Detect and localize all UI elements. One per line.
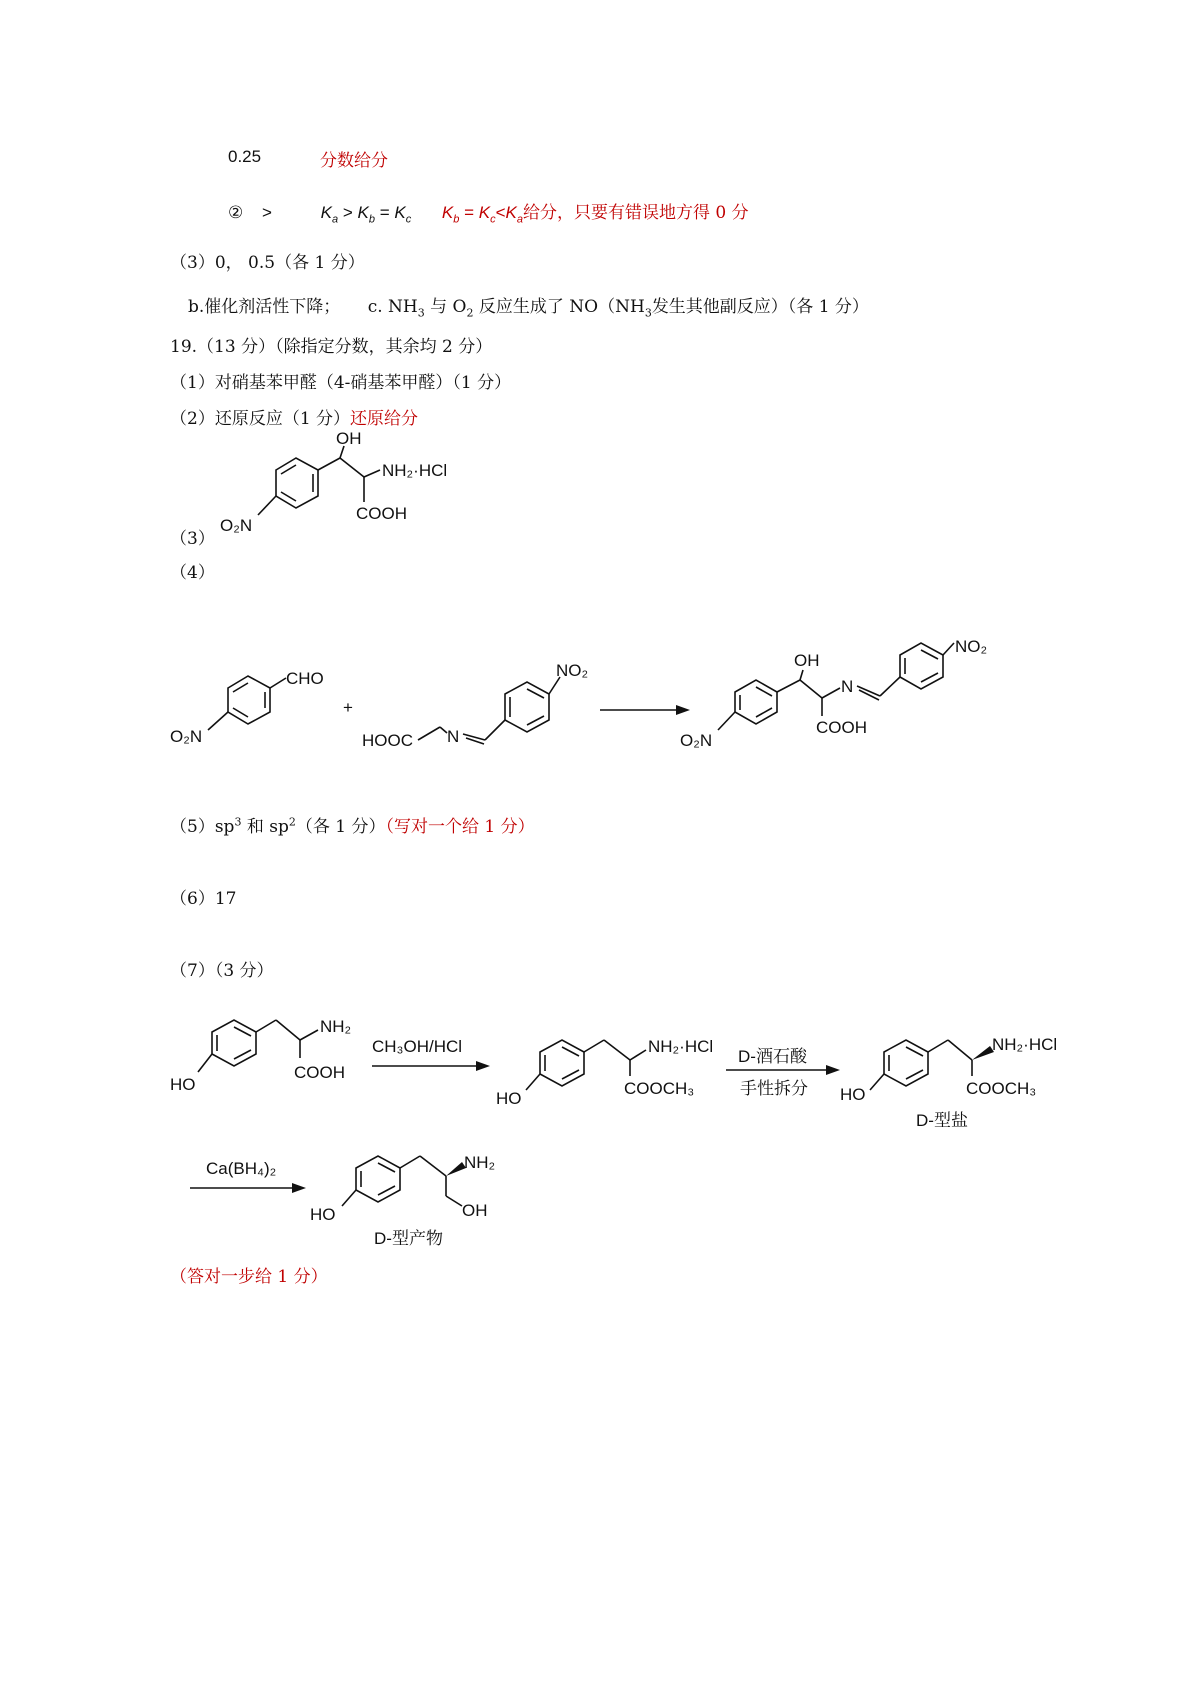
label-n-reactant: N (447, 727, 460, 746)
label-ho-3: HO (840, 1085, 866, 1104)
label-hooc: HOOC (362, 731, 413, 750)
reaction-part-4 (170, 637, 987, 750)
q19-part-5: $(5)sp^3$ 和 $sp^2$（各 1 分）（写对一个给 1 分） (170, 815, 535, 837)
reagent-tartaric-acid: D-酒石酸 (738, 1047, 807, 1066)
label-nh2-4: NH₂ (464, 1153, 496, 1172)
label-cho: CHO (286, 669, 324, 688)
answer-value: 0.25 (228, 147, 262, 166)
plus-sign: + (343, 698, 353, 717)
label-ho-2: HO (496, 1089, 522, 1108)
reagent-ch3oh-hcl: CH₃OH/HCl (372, 1037, 463, 1056)
label-no2-product: NO₂ (955, 637, 988, 656)
label-cooch3-3: COOCH₃ (966, 1079, 1037, 1098)
answer-b: b.催化剂活性下降； (188, 297, 341, 317)
label-nh2-hcl: NH₂·HCl (382, 461, 448, 480)
label-o2n: O₂N (220, 516, 253, 535)
label-o2n-reactant: O₂N (170, 727, 203, 746)
q19-part-6: （6）17 (170, 889, 237, 909)
label-o2n-product: O₂N (680, 731, 713, 750)
answer-c: c. $NH_3$ 与 $O_2$ 反应生成了 $NO(NH_3$发生其他副反应）（各 1 分） (367, 297, 869, 320)
q19-part-3: （3） (170, 529, 215, 549)
label-ho-4: HO (310, 1205, 336, 1224)
structure-part-3 (220, 429, 447, 535)
k-alt-relation: $K_b = K_c<K_a$ (441, 203, 524, 226)
comparison-sign: > (261, 203, 272, 222)
reagent-ca-bh4: Ca(BH₄)₂ (206, 1159, 277, 1178)
scoring-note: 分数给分 (320, 151, 388, 171)
label-oh-4: OH (462, 1201, 488, 1220)
q19-part-4: （4） (170, 563, 215, 583)
label-oh-product: OH (794, 651, 820, 670)
q19-part-1: （1）对硝基苯甲醛（4-硝基苯甲醛）（1 分） (170, 373, 512, 393)
label-n-product: N (841, 677, 854, 696)
q19-part-7: （7）（3 分） (170, 961, 274, 981)
label-nh2-hcl-3: NH₂·HCl (992, 1035, 1058, 1054)
k-relation: $K_a > K_b = K_c$ (320, 203, 412, 226)
part-3-answer: （3）0， 0.5（各 1 分） (170, 253, 365, 273)
scoring-note-2: 给分，只要有错误地方得 0 分 (523, 203, 749, 223)
label-cooch3-2: COOCH₃ (624, 1079, 695, 1098)
label-cooh: COOH (356, 504, 407, 523)
label-oh: OH (336, 429, 362, 448)
label-cooh-1: COOH (294, 1063, 345, 1082)
scoring-note-3: 还原给分 (350, 409, 419, 429)
circled-number: ② (228, 203, 244, 222)
synthesis-scheme-part-7 (170, 1017, 1057, 1248)
label-no2-reactant: NO₂ (556, 661, 589, 680)
q19-part-2: （2）还原反应（1 分）还原给分 (170, 409, 419, 429)
label-d-salt: D-型盐 (916, 1111, 968, 1130)
question-19-header: 19.（13 分）（除指定分数，其余均 2 分） (170, 337, 493, 357)
label-nh2-hcl-2: NH₂·HCl (648, 1037, 714, 1056)
reagent-chiral-resolution: 手性拆分 (740, 1079, 808, 1098)
label-nh2-1: NH₂ (320, 1017, 352, 1036)
label-ho-1: HO (170, 1075, 196, 1094)
label-d-product: D-型产物 (374, 1229, 443, 1248)
scoring-note-final: （答对一步给 1 分） (170, 1267, 328, 1287)
scoring-note-4: （写对一个给 1 分） (385, 817, 535, 837)
label-cooh-product: COOH (816, 718, 867, 737)
